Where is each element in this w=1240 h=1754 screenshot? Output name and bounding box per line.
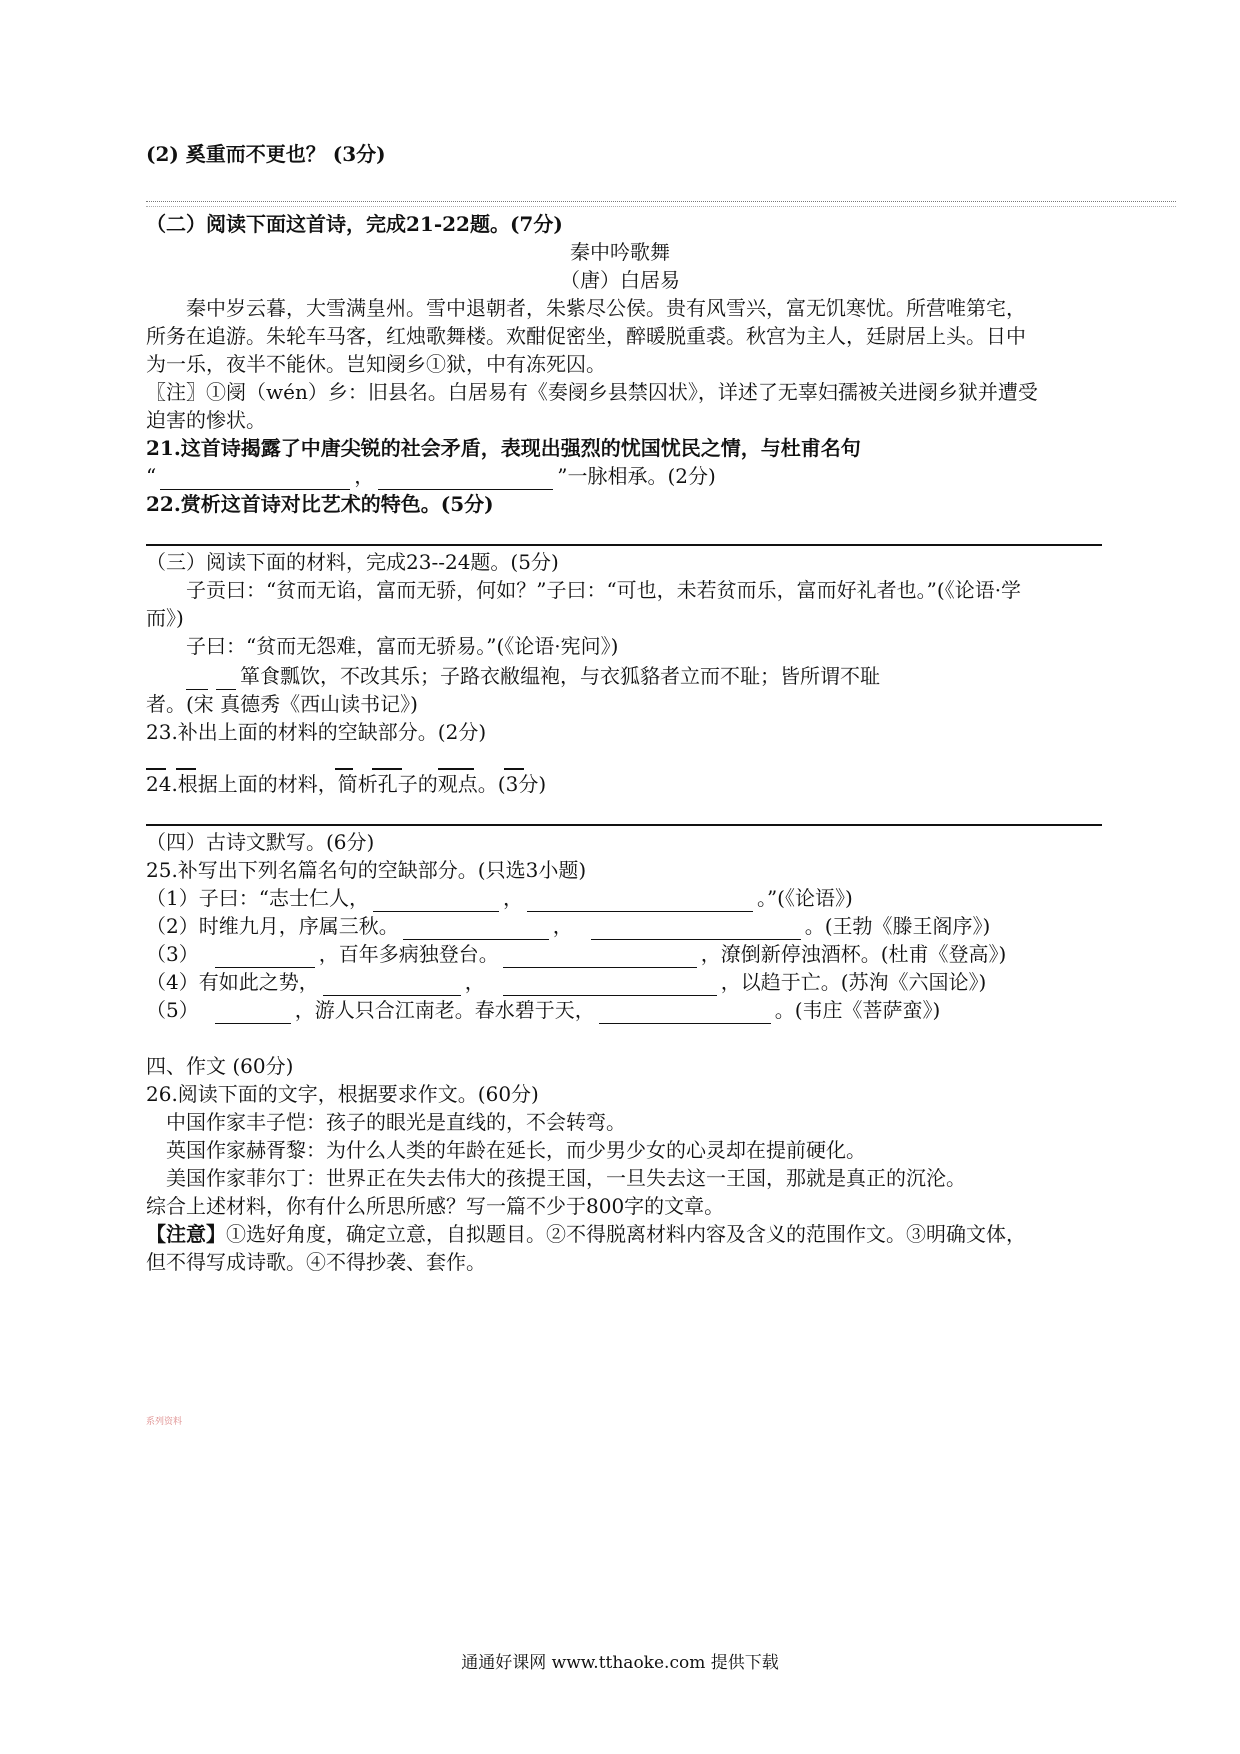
essay-notice: [146, 1220, 1026, 1248]
poem-line: 为一乐，夜半不能休。岂知阌乡①狱，中有冻死囚。: [146, 352, 606, 376]
comma: ，: [354, 464, 375, 488]
answer-blank[interactable]: [599, 1003, 771, 1024]
answer-blank[interactable]: [503, 947, 697, 968]
section-divider: [146, 201, 1176, 207]
answer-blank[interactable]: [215, 947, 315, 968]
section-4-heading: （四）古诗文默写。(6分): [146, 830, 375, 854]
item-text: ，以趋于亡。(苏洵《六国论》): [720, 970, 987, 994]
material-text: 子曰：“贫而无怨难，富而无骄易。”(《论语·宪问》): [186, 634, 619, 658]
open-quote: “: [146, 464, 157, 488]
watermark-text: 系列资料: [146, 1417, 183, 1427]
item-text: （3）: [146, 942, 199, 966]
item-text: ，潦倒新停浊酒杯。(杜甫《登高》): [700, 942, 1007, 966]
answer-blank[interactable]: [216, 669, 236, 690]
material-text: 而》): [146, 606, 184, 630]
item-text: ，: [502, 886, 523, 910]
essay-prompt: 综合上述材料，你有什么所思所感？写一篇不少于800字的文章。: [146, 1194, 725, 1218]
poem-author: （唐）白居易: [560, 268, 680, 292]
answer-blank[interactable]: [503, 975, 717, 996]
question-24: 24.根据上面的材料，简析孔子的观点。(3分): [146, 772, 547, 796]
recitation-item: [146, 940, 1006, 968]
section-3-heading: （三）阅读下面的材料，完成23--24题。(5分): [146, 550, 559, 574]
page-footer: 通通好课网 www.tthaoke.com 提供下载: [461, 1653, 779, 1673]
answer-blank[interactable]: [323, 975, 461, 996]
question-23: 23.补出上面的材料的空缺部分。(2分): [146, 720, 487, 744]
notice-label: 【注意】: [146, 1222, 226, 1246]
poem-note: 迫害的惨状。: [146, 408, 266, 432]
answer-blank[interactable]: [186, 669, 208, 690]
answer-blank[interactable]: [373, 891, 499, 912]
notice-text: ①选好角度，确定立意，自拟题目。②不得脱离材料内容及含义的范围作文。③明确文体，: [226, 1222, 1026, 1246]
answer-blank[interactable]: [591, 919, 801, 940]
recitation-item: [146, 912, 990, 940]
item-text: （2）时维九月，序属三秋。: [146, 914, 399, 938]
question-20-2: (2) 奚重而不更也？ (3分): [146, 142, 386, 166]
poem-line: 秦中岁云暮，大雪满皇州。雪中退朝者，朱紫尽公侯。贵有风雪兴，富无饥寒忧。所营唯第宅，: [186, 296, 1026, 320]
item-text: （4）有如此之势，: [146, 970, 319, 994]
answer-blank[interactable]: [215, 1003, 291, 1024]
recitation-item: [146, 996, 940, 1024]
item-text: 。”(《论语》): [756, 886, 853, 910]
poem-title: 秦中吟歌舞: [570, 240, 670, 264]
poem-note: 〖注〗①阌（wén）乡：旧县名。白居易有《奏阌乡县禁囚状》，详述了无辜妇孺被关进阌乡狱并遭受: [146, 380, 1038, 404]
question-22: 22.赏析这首诗对比艺术的特色。(5分): [146, 492, 494, 516]
item-text: ，游人只合江南老。春水碧于天，: [294, 998, 595, 1022]
item-text: 。(韦庄《菩萨蛮》): [774, 998, 941, 1022]
quote-line: 美国作家菲尔丁：世界正在失去伟大的孩提王国，一旦失去这一王国，那就是真正的沉沦。: [166, 1166, 966, 1190]
question-25: 25.补写出下列名篇名句的空缺部分。(只选3小题): [146, 858, 587, 882]
item-text: ，: [552, 914, 573, 938]
recitation-item: [146, 968, 986, 996]
question-21-tail: ”一脉相承。(2分): [557, 464, 716, 488]
quote-line: 中国作家丰子恺：孩子的眼光是直线的，不会转弯。: [166, 1110, 626, 1134]
section-2-heading: （二）阅读下面这首诗，完成21-22题。(7分): [146, 212, 563, 236]
item-text: （5）: [146, 998, 199, 1022]
notice-text: 但不得写成诗歌。④不得抄袭、套作。: [146, 1250, 486, 1274]
answer-blank[interactable]: [160, 469, 350, 490]
section-essay-heading: 四、作文 (60分): [146, 1054, 294, 1078]
question-21: 21.这首诗揭露了中唐尖锐的社会矛盾，表现出强烈的忧国忧民之情，与杜甫名句: [146, 436, 861, 460]
answer-blank[interactable]: [403, 919, 549, 940]
poem-line: 所务在追游。朱轮车马客，红烛歌舞楼。欢酣促密坐，醉暖脱重裘。秋宫为主人，廷尉居上头。日中: [146, 324, 1026, 348]
material-source: 者。(宋 真德秀《西山读书记》): [146, 692, 418, 716]
question-21-blanks: [146, 462, 716, 490]
answer-line[interactable]: [146, 824, 1102, 826]
material-text: 子贡曰：“贫而无谄，富而无骄，何如？”子曰：“可也，未若贫而乐，富而好礼者也。”(《论语·学: [186, 578, 1022, 602]
item-text: 。(王勃《滕王阁序》): [804, 914, 991, 938]
item-text: （1）子曰：“志士仁人，: [146, 886, 369, 910]
answer-line[interactable]: [146, 544, 1102, 546]
answer-blank[interactable]: [378, 469, 553, 490]
question-26: 26.阅读下面的文字，根据要求作文。(60分): [146, 1082, 539, 1106]
quote-line: 英国作家赫胥黎：为什么人类的年龄在延长，而少男少女的心灵却在提前硬化。: [166, 1138, 866, 1162]
item-text: ，百年多病独登台。: [318, 942, 499, 966]
material-text: 箪食瓢饮，不改其乐；子路衣敝缊袍，与衣狐貉者立而不耻；皆所谓不耻: [240, 664, 880, 688]
material-text-with-blank: [186, 662, 880, 690]
item-text: ，: [464, 970, 485, 994]
recitation-item: [146, 884, 853, 912]
answer-blank[interactable]: [527, 891, 753, 912]
